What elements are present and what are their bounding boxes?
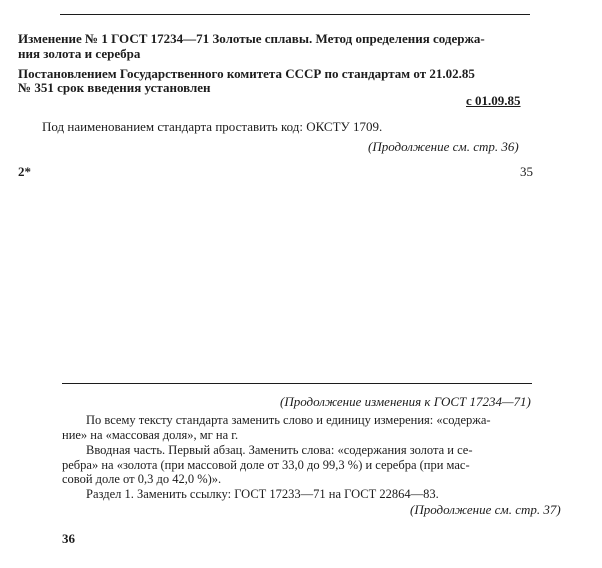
decree-line2: № 351 срок введения установлен <box>18 80 211 95</box>
paragraph-3: Раздел 1. Заменить ссылку: ГОСТ 17233—71 на ГОСТ 22864—83. <box>86 487 439 501</box>
page-number-36: 36 <box>62 531 75 546</box>
paragraph-2-line2: ребра» на «золота (при массовой доле от 33,0 до 99,3 %) и серебра (при мас- <box>62 458 470 472</box>
continuation-header: (Продолжение изменения к ГОСТ 17234—71) <box>280 394 531 409</box>
continued-note-bottom: (Продолжение см. стр. 37) <box>410 502 561 517</box>
paragraph-2-line3: совой доле от 0,3 до 42,0 %)». <box>62 472 222 486</box>
amendment-title-line2: ния золота и серебра <box>18 46 141 61</box>
paragraph-1-line2: ние» на «массовая доля», мг на г. <box>62 428 239 442</box>
effective-date: с 01.09.85 <box>466 93 521 108</box>
code-instruction: Под наименованием стандарта проставить код: ОКСТУ 1709. <box>42 119 383 134</box>
bottom-rule <box>62 383 532 384</box>
top-rule <box>60 14 530 15</box>
paragraph-2-line1: Вводная часть. Первый абзац. Заменить слова: «содержания золота и се- <box>86 443 473 457</box>
page-number-35: 35 <box>520 164 533 179</box>
amendment-title-line1: Изменение № 1 ГОСТ 17234—71 Золотые сплавы. Метод определения содержа- <box>18 31 485 46</box>
decree-line1: Постановлением Государственного комитета СССР по стандартам от 21.02.85 <box>18 66 475 81</box>
footer-mark: 2* <box>18 164 31 179</box>
continued-note-top: (Продолжение см. стр. 36) <box>368 139 519 154</box>
paragraph-1-line1: По всему тексту стандарта заменить слово и единицу измерения: «содержа- <box>86 413 491 427</box>
